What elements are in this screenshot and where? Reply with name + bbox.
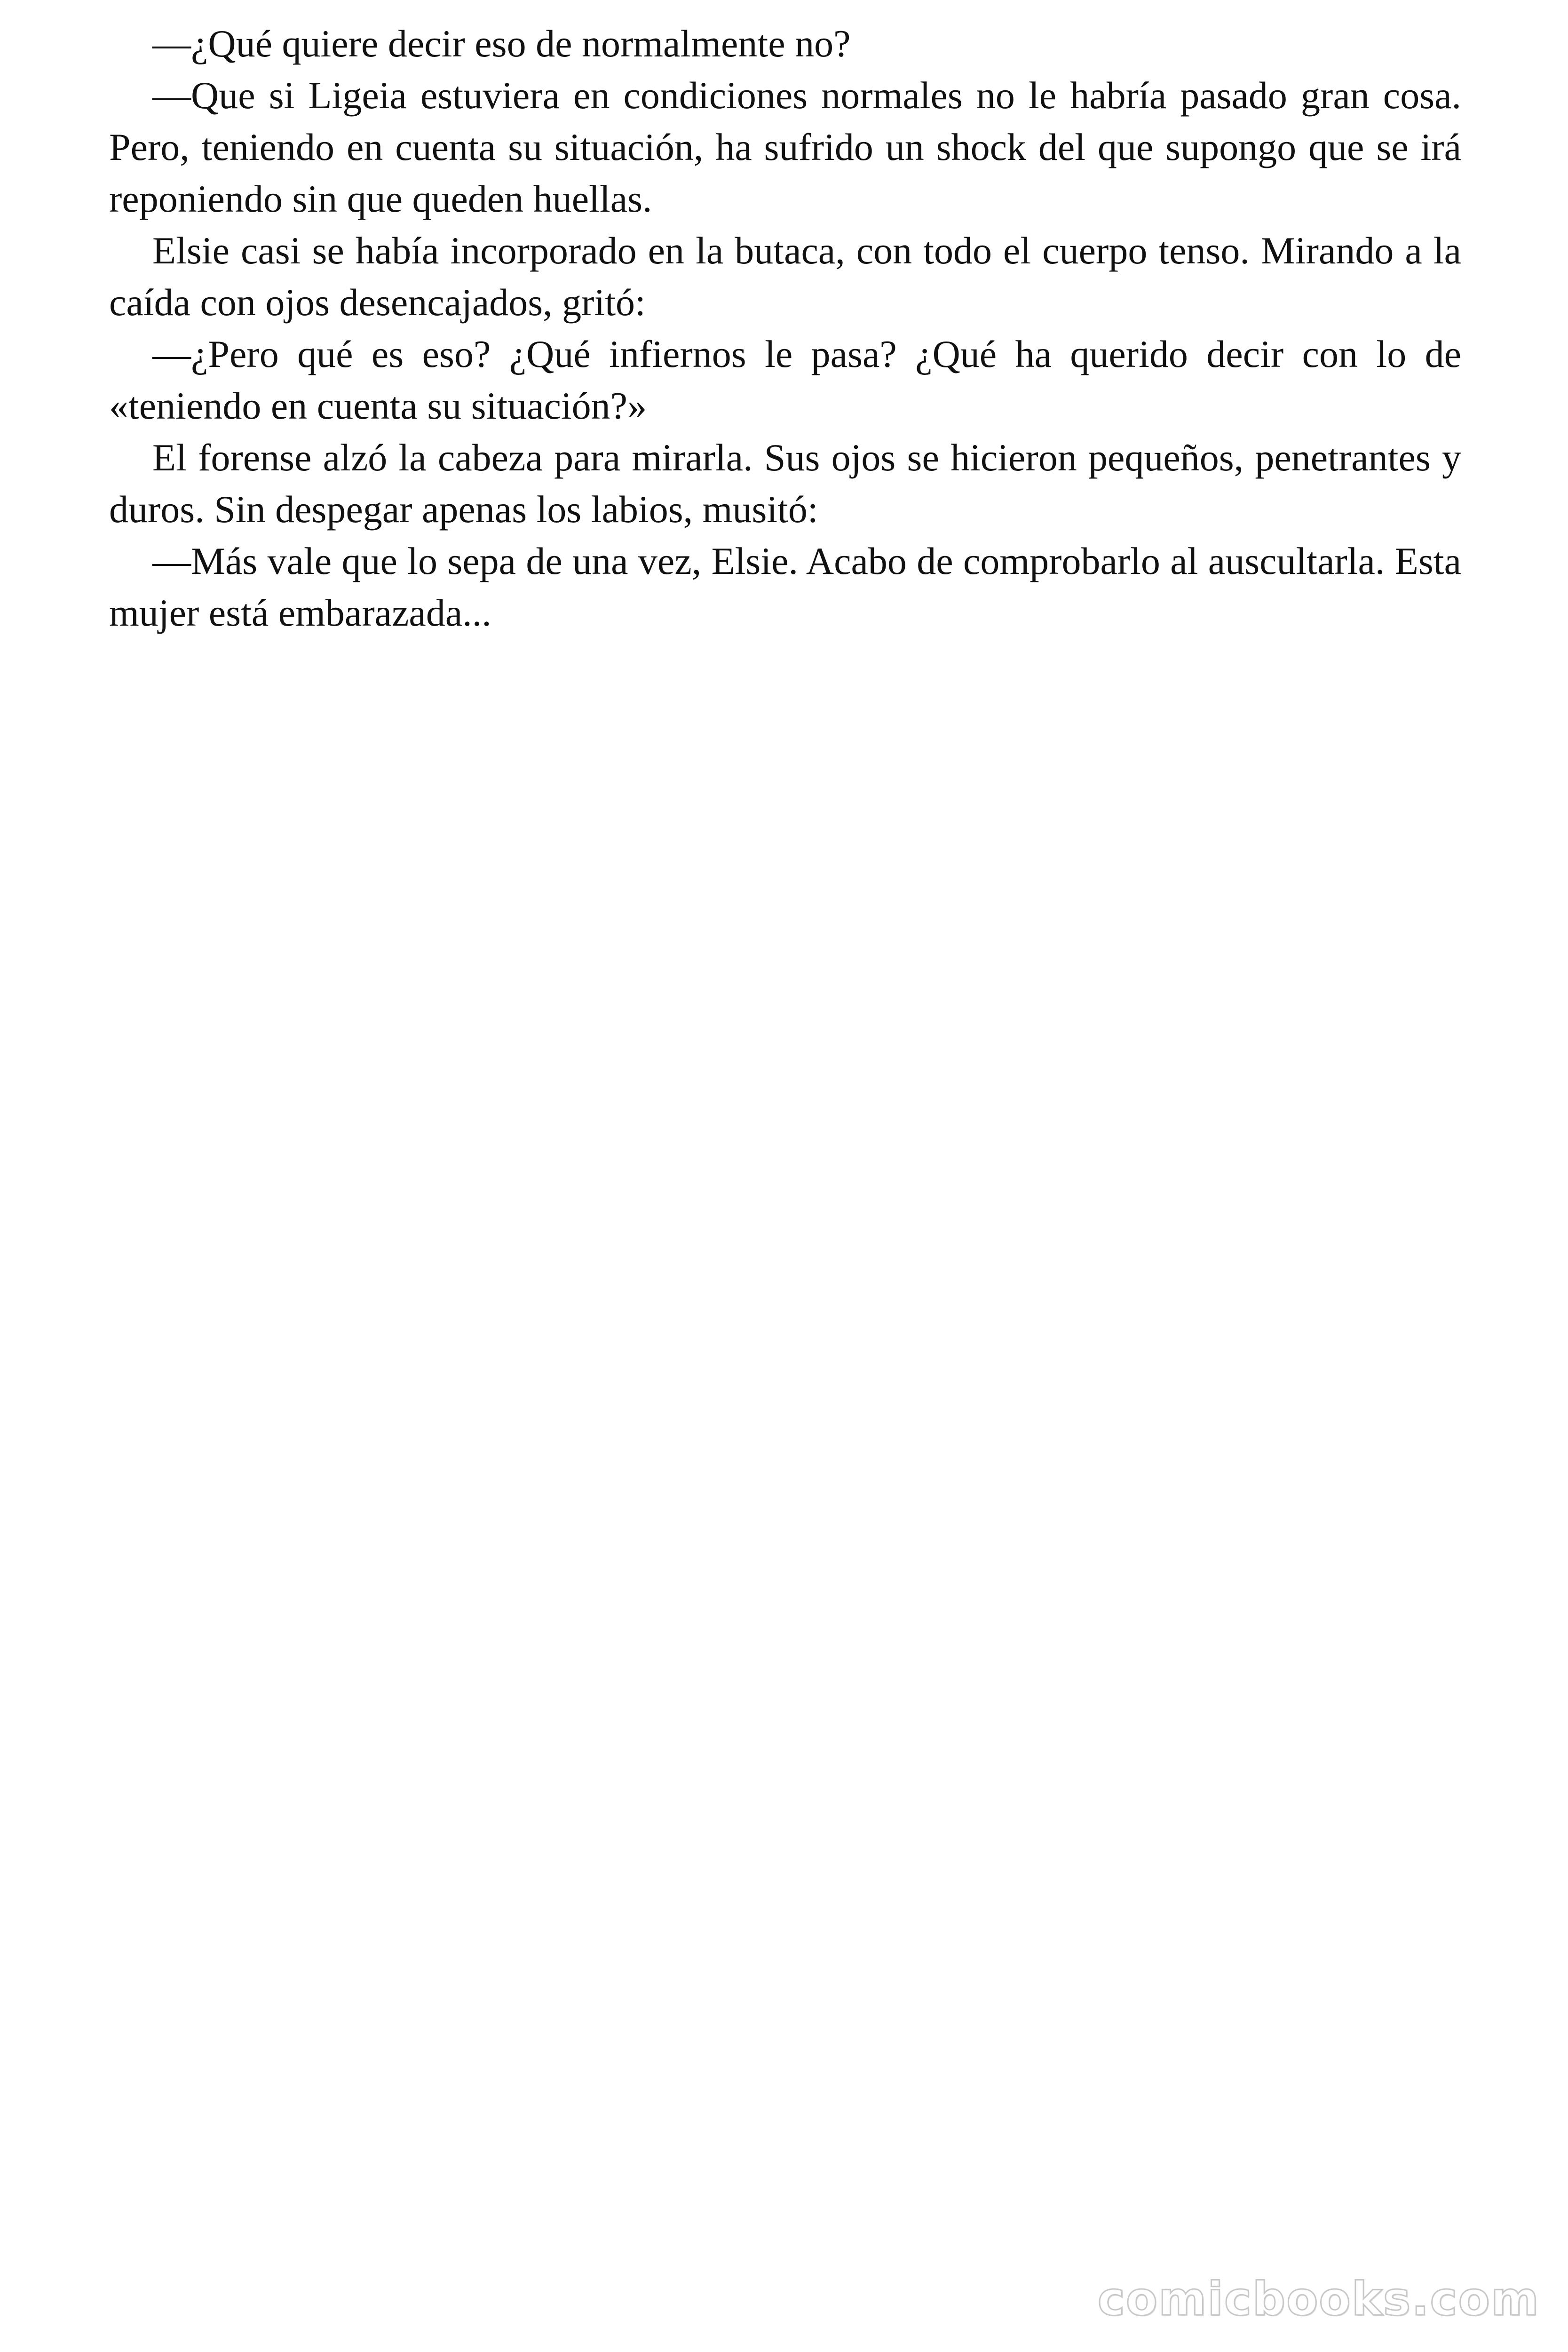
paragraph-1: —¿Qué quiere decir eso de normalmente no? [152,22,851,65]
page-body [109,18,1461,639]
watermark-logo: comicbooks.com [1097,2273,1540,2326]
paragraph-6: —Más vale que lo sepa de una vez, Elsie. Acabo de comprobarlo al auscultarla. Esta mujer está embarazada... [109,540,1461,634]
paragraph-4: —¿Pero qué es eso? ¿Qué infiernos le pasa? ¿Qué ha querido decir con lo de «teniendo en cuenta su situación?» [109,333,1461,427]
paragraph-5: El forense alzó la cabeza para mirarla. Sus ojos se hicieron pequeños, penetrantes y duros. Sin despegar apenas los labios, musitó: [109,436,1461,531]
paragraph-2: —Que si Ligeia estuviera en condiciones normales no le habría pasado gran cosa. Pero, teniendo en cuenta su situación, ha sufrido un shock del que supongo que se irá reponiendo sin que queden huellas. [109,74,1461,220]
paragraph-3: Elsie casi se había incorporado en la butaca, con todo el cuerpo tenso. Mirando a la caída con ojos desencajados, gritó: [109,229,1461,324]
